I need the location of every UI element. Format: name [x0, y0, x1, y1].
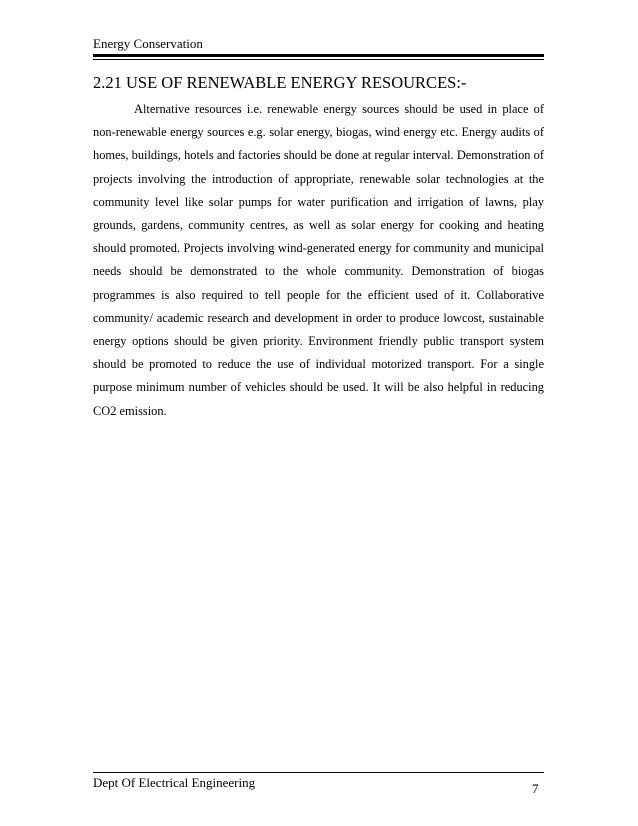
running-header: Energy Conservation	[93, 36, 203, 51]
header-rule-thin	[93, 59, 544, 60]
footer-rule	[93, 772, 544, 773]
page-number: 7	[532, 781, 539, 796]
body-paragraph: Alternative resources i.e. renewable energy sources should be used in place of non-renewable energy sources e.g. solar energy, biogas, wind energy etc. Energy audits of homes, buildings, hotels and factories should be done at regular interval. Demonstration of projects involving the introduction of appropriate, renewable solar technologies at the community level like solar pumps for water purification and irrigation of lawns, play grounds, gardens, community centres, as well as solar energy for cooking and heating should promoted. Projects involving wind-generated energy for community and municipal needs should be demonstrated to the whole community. Demonstration of biogas programmes is also required to tell people for the efficient used of it. Collaborative community/ academic research and development in order to produce lowcost, sustainable energy options should be given priority. Environment friendly public transport system should be promoted to reduce the use of individual motorized transport. For a single purpose minimum number of vehicles should be used. It will be also helpful in reducing CO2 emission.	[93, 102, 544, 418]
footer-department: Dept Of Electrical Engineering	[93, 775, 256, 790]
section-heading: 2.21 USE OF RENEWABLE ENERGY RESOURCES:-	[93, 73, 467, 92]
header-rule-thick	[93, 54, 544, 57]
